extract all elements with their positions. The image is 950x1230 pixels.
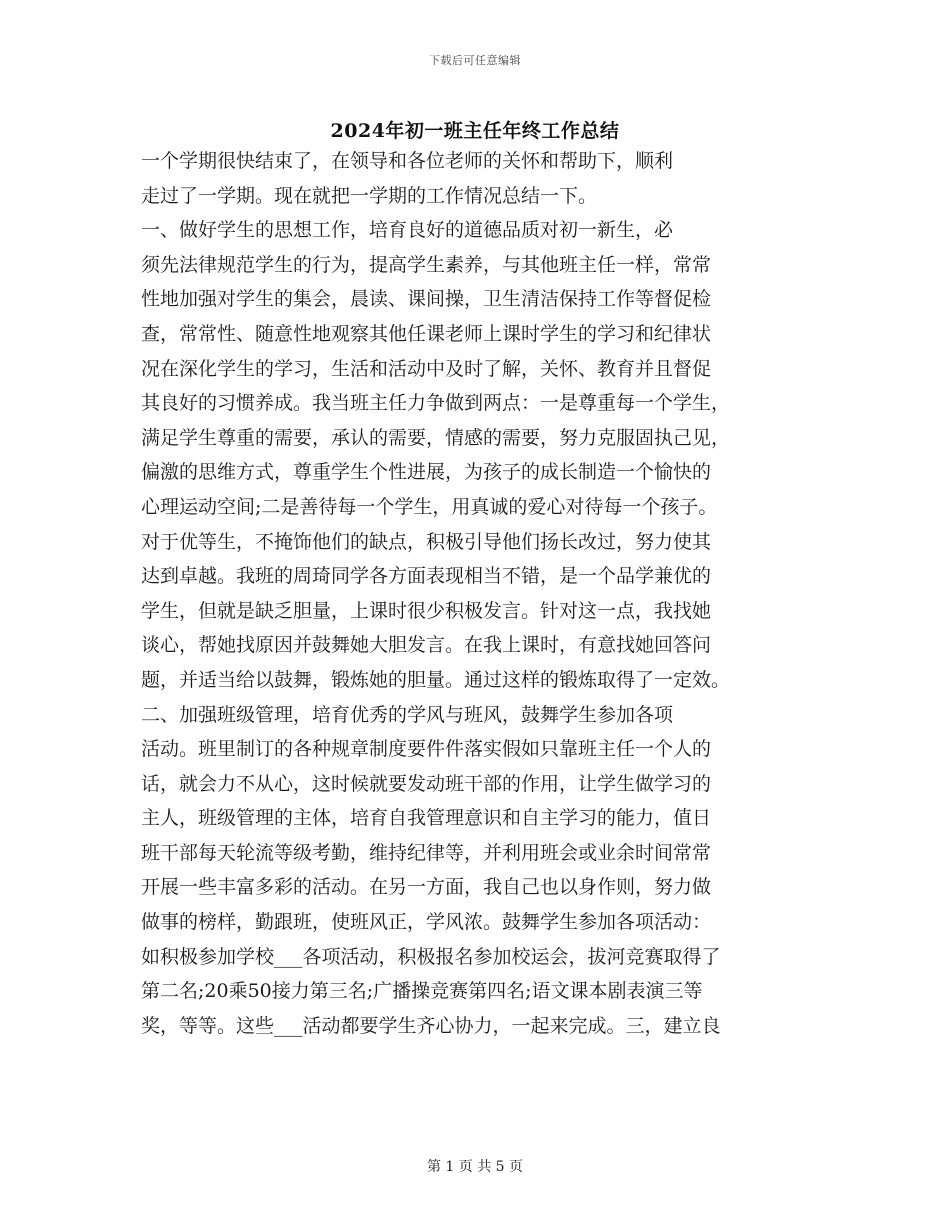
body-line: 查，常常性、随意性地观察其他任课老师上课时学生的学习和纪律状 [141, 322, 712, 345]
body-line: 其良好的习惯养成。我当班主任力争做到两点：一是尊重每一个学生， [141, 392, 731, 415]
body-line: 开展一些丰富多彩的活动。在另一方面，我自己也以身作则，努力做 [141, 876, 712, 899]
body-line: 奖，等等。这些___活动都要学生齐心协力，一起来完成。三，建立良 [141, 1014, 721, 1037]
body-line: 满足学生尊重的需要，承认的需要，情感的需要，努力克服固执己见， [141, 426, 731, 449]
body-line: 如积极参加学校___各项活动，积极报名参加校运会，拔河竞赛取得了 [141, 945, 721, 968]
body-line: 班干部每天轮流等级考勤，维持纪律等，并利用班会或业余时间常常 [141, 841, 712, 864]
body-line: 学生，但就是缺乏胆量，上课时很少积极发言。针对这一点，我找她 [141, 599, 712, 622]
body-line: 题，并适当给以鼓舞，锻炼她的胆量。通过这样的锻炼取得了一定效。 [141, 668, 731, 691]
body-line: 达到卓越。我班的周琦同学各方面表现相当不错，是一个品学兼优的 [141, 565, 712, 588]
body-line: 活动。班里制订的各种规章制度要件件落实假如只靠班主任一个人的 [141, 738, 712, 761]
document-body [141, 144, 809, 1043]
body-line: 须先法律规范学生的行为，提高学生素养，与其他班主任一样，常常 [141, 253, 712, 276]
body-line: 偏激的思维方式，尊重学生个性进展，为孩子的成长制造一个愉快的 [141, 461, 712, 484]
document-title: 2024年初一班主任年终工作总结 [330, 120, 620, 142]
page-header: 下载后可任意编辑 [429, 54, 521, 67]
body-line: 二、加强班级管理，培育优秀的学风与班风，鼓舞学生参加各项 [141, 703, 674, 726]
body-line: 话，就会力不从心，这时候就要发动班干部的作用，让学生做学习的 [141, 772, 712, 795]
body-line: 性地加强对学生的集会，晨读、课间操，卫生清洁保持工作等督促检 [141, 288, 712, 311]
body-line: 况在深化学生的学习，生活和活动中及时了解，关怀、教育并且督促 [141, 357, 712, 380]
body-line: 对于优等生，不掩饰他们的缺点，积极引导他们扬长改过，努力使其 [141, 530, 712, 553]
body-line: 走过了一学期。现在就把一学期的工作情况总结一下。 [141, 184, 598, 207]
page-number-footer: 第 1 页 共 5 页 [426, 1159, 524, 1175]
body-line: 心理运动空间;二是善待每一个学生，用真诚的爱心对待每一个孩子。 [141, 495, 718, 518]
body-line: 谈心，帮她找原因并鼓舞她大胆发言。在我上课时，有意找她回答问 [141, 634, 712, 657]
body-line: 一个学期很快结束了，在领导和各位老师的关怀和帮助下，顺利 [141, 150, 674, 172]
body-line: 做事的榜样，勤跟班，使班风正，学风浓。鼓舞学生参加各项活动： [141, 911, 712, 934]
body-line: 一、做好学生的思想工作，培育良好的道德品质对初一新生，必 [141, 219, 674, 242]
body-line: 主人，班级管理的主体，培育自我管理意识和自主学习的能力，值日 [141, 807, 712, 830]
body-line: 第二名;20乘50接力第三名;广播操竞赛第四名;语文课本剧表演三等 [141, 980, 703, 1003]
